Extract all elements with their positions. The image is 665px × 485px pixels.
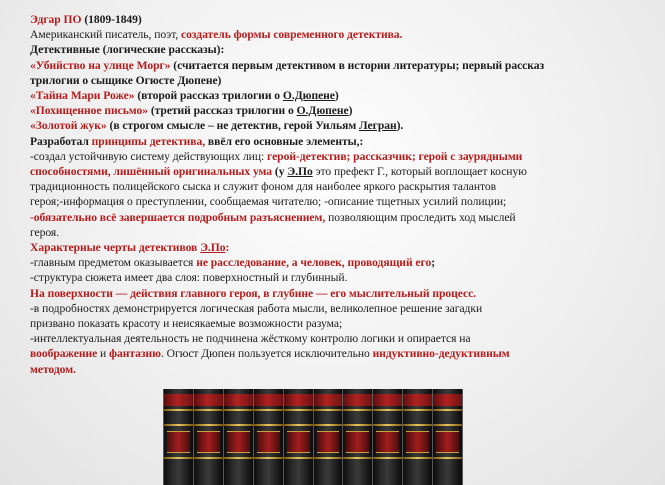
book-spine: [224, 389, 253, 485]
story-1-cont: трилогии о сыщике Огюсте Дюпене): [30, 73, 222, 87]
characters-line-4: героя;-информация о преступлении, сообщаемая читателю; -описание тщетных усилий полиции;: [30, 195, 507, 209]
story-3: «Похищенное письмо» (третий рассказ трилогии о О.Дюпене): [30, 104, 353, 118]
feature-3: На поверхности — действия главного героя, в глубине — его мыслительный процесс.: [30, 286, 477, 300]
book-spine: [403, 389, 432, 485]
characters-line: -создал устойчивую систему действующих лиц: герой-детектив; рассказчик; герой с заурядными: [30, 149, 523, 163]
story-4: «Золотой жук» (в строгом смысле – не детектив, герой Уильям Легран).: [30, 119, 404, 133]
book-spine: [164, 389, 193, 485]
feature-2: -структура сюжета имеет два слоя: поверхностный и глубинный.: [30, 271, 348, 285]
features-heading: Характерные черты детективов Э.По:: [30, 241, 230, 255]
author-name: Эдгар ПО: [30, 13, 82, 26]
book-spine: [284, 389, 313, 485]
book-spine: [373, 389, 402, 485]
feature-4: -в подробностях демонстрируется логическая работа мысли, великолепное решение загадки: [30, 301, 483, 315]
feature-5: -интеллектуальная деятельность не подчинена жёсткому контролю логики и опирается на: [30, 332, 471, 346]
characters-line-2: способностями, лишённый оригинальных ума (у Э.По это префект Г., который воплощает косную: [30, 165, 527, 179]
slide-text: [30, 12, 650, 377]
story-2: «Тайна Мари Роже» (второй рассказ трилогии о О.Дюпене): [30, 89, 339, 103]
feature-5-end: методом.: [30, 362, 76, 376]
principles-line: Разработал принципы детектива, ввёл его основные элементы,:: [30, 134, 364, 148]
characters-line-3: традиционность полицейского сыска и служит фоном для наиболее яркого раскрытия талантов: [30, 180, 497, 194]
book-spine: [343, 389, 372, 485]
author-line: [30, 12, 650, 27]
feature-5-cont: воображение и фантазию. Огюст Дюпен пользуется исключительно индуктивно-дедуктивным: [30, 347, 510, 361]
explanation-line-2: героя.: [30, 225, 60, 239]
books-icon: [163, 389, 463, 485]
explanation-line: -обязательно всё завершается подробным разъяснением, позволяющим проследить ход мыслей: [30, 210, 516, 224]
author-description: Американский писатель, поэт, создатель формы современного детектива.: [30, 28, 403, 42]
detective-heading: Детективные (логические рассказы):: [30, 43, 225, 57]
story-1: «Убийство на улице Морг» (считается первым детективом в истории литературы; первый рассказ: [30, 58, 545, 72]
feature-1: -главным предметом оказывается не расследование, а человек, проводящий его;: [30, 256, 436, 270]
book-spine: [254, 389, 283, 485]
feature-4-cont: призвано показать красоту и неисякаемые возможности разума;: [30, 317, 343, 331]
book-spine: [433, 389, 462, 485]
book-spine: [314, 389, 343, 485]
book-spine: [194, 389, 223, 485]
author-years: (1809-1849): [81, 13, 142, 26]
